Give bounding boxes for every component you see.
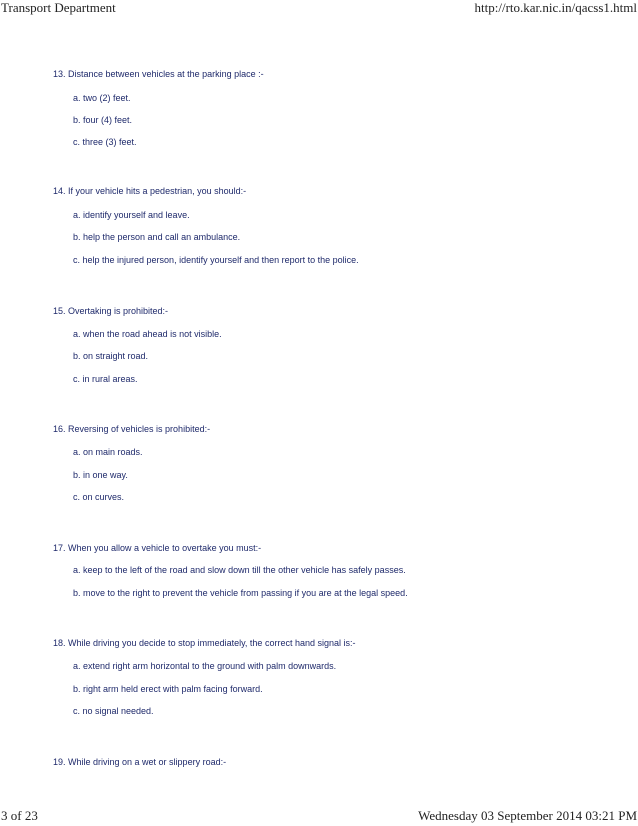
option-b[interactable]: b. four (4) feet. [73, 115, 133, 125]
option-c[interactable]: c. no signal needed. [73, 706, 154, 716]
print-footer [0, 808, 638, 824]
option-b[interactable]: b. help the person and call an ambulance. [73, 232, 241, 242]
question-text: 16. Reversing of vehicles is prohibited:- [53, 424, 211, 434]
option-b[interactable]: b. in one way. [73, 470, 128, 480]
page-counter: 3 of 23 [1, 808, 38, 823]
question-text: 13. Distance between vehicles at the parking place :- [53, 69, 264, 79]
option-b[interactable]: b. move to the right to prevent the vehicle from passing if you are at the legal speed. [73, 588, 408, 598]
question-text: 14. If your vehicle hits a pedestrian, you should:- [53, 186, 247, 196]
question-text: 19. While driving on a wet or slippery road:- [53, 757, 227, 767]
print-timestamp: Wednesday 03 September 2014 03:21 PM [418, 808, 637, 823]
question-text: 15. Overtaking is prohibited:- [53, 306, 169, 316]
option-a[interactable]: a. extend right arm horizontal to the ground with palm downwards. [73, 661, 337, 671]
page-url: http://rto.kar.nic.in/qacss1.html [474, 0, 637, 15]
option-c[interactable]: c. three (3) feet. [73, 137, 137, 147]
question-text: 17. When you allow a vehicle to overtake you must:- [53, 543, 262, 553]
option-a[interactable]: a. when the road ahead is not visible. [73, 329, 222, 339]
site-title: Transport Department [1, 0, 116, 15]
option-a[interactable]: a. identify yourself and leave. [73, 210, 190, 220]
option-c[interactable]: c. help the injured person, identify yourself and then report to the police. [73, 255, 359, 265]
option-a[interactable]: a. two (2) feet. [73, 93, 131, 103]
option-c[interactable]: c. in rural areas. [73, 374, 138, 384]
question-text: 18. While driving you decide to stop immediately, the correct hand signal is:- [53, 638, 356, 648]
option-c[interactable]: c. on curves. [73, 492, 125, 502]
option-b[interactable]: b. on straight road. [73, 351, 149, 361]
option-b[interactable]: b. right arm held erect with palm facing forward. [73, 684, 263, 694]
option-a[interactable]: a. on main roads. [73, 447, 143, 457]
option-a[interactable]: a. keep to the left of the road and slow down till the other vehicle has safely passes. [73, 565, 406, 575]
